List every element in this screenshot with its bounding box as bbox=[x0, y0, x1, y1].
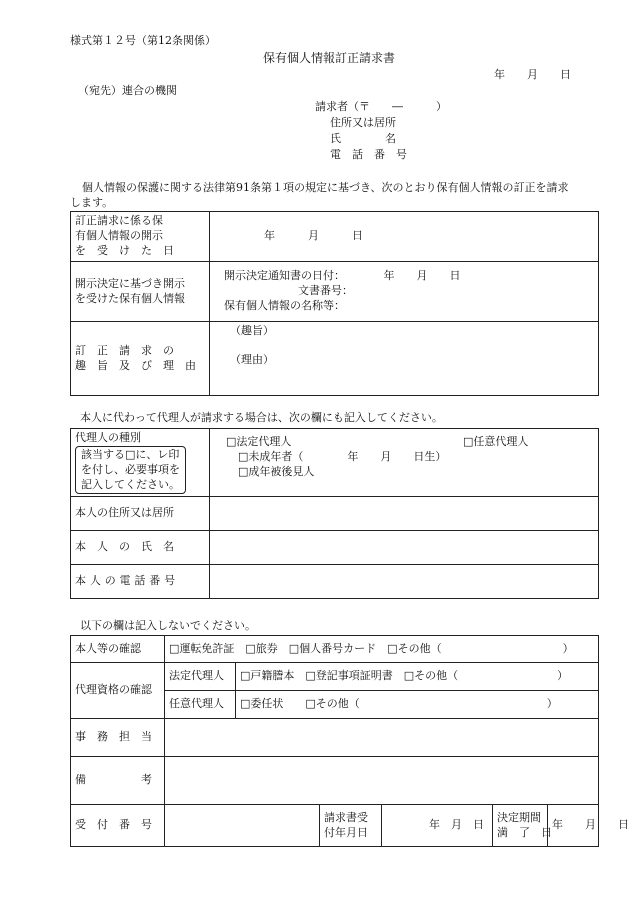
principal-name-field[interactable] bbox=[210, 531, 599, 565]
addressee: （宛先）連合の機関 bbox=[78, 84, 177, 97]
agent-note: 本人に代わって代理人が請求する場合は、次の欄にも記入してください。 bbox=[80, 411, 443, 424]
intro-line-2: します。 bbox=[70, 196, 114, 209]
agent-type-label bbox=[71, 429, 210, 497]
receipt-number-field[interactable] bbox=[165, 805, 320, 847]
office-table bbox=[70, 635, 629, 847]
agent-type-title: 代理人の種別 bbox=[75, 431, 141, 444]
label-line: 決定期間 bbox=[497, 810, 541, 824]
disclosed-info-label bbox=[71, 262, 210, 322]
identity-check-label: 本人等の確認 bbox=[71, 636, 165, 663]
label-line: を 受 け た 日 bbox=[75, 243, 174, 257]
purpose-reason-field[interactable] bbox=[210, 322, 599, 396]
voluntary-agent-label: 任意代理人 bbox=[165, 691, 236, 719]
correction-table bbox=[70, 211, 599, 396]
notice-date-line: 開示決定通知書の日付： 年 月 日 bbox=[224, 269, 461, 283]
principal-address-label: 本人の住所又は居所 bbox=[71, 497, 210, 531]
table-row bbox=[71, 429, 599, 497]
voluntary-agent-options[interactable]: □委任状 □その他（ ） bbox=[236, 691, 599, 719]
label-line: 付年月日 bbox=[324, 825, 368, 839]
table-row bbox=[71, 497, 599, 531]
label-line: 訂正請求に係る保 bbox=[75, 214, 163, 228]
principal-phone-field[interactable] bbox=[210, 565, 599, 599]
agent-table bbox=[70, 428, 599, 599]
requester-address-label: 住所又は居所 bbox=[330, 116, 396, 129]
label-line: 有個人情報の開示 bbox=[75, 229, 163, 243]
legal-agent-options[interactable]: □戸籍謄本 □登記事項証明書 □その他（ ） bbox=[236, 663, 599, 691]
disclosed-info-field[interactable] bbox=[210, 262, 599, 322]
remarks-label: 備 考 bbox=[71, 757, 165, 805]
label-line: 趣 旨 及 び 理 由 bbox=[75, 358, 196, 372]
table-row bbox=[71, 757, 599, 805]
date-line: 年 月 日 bbox=[494, 68, 571, 81]
received-date-label bbox=[320, 805, 382, 847]
adult-ward-checkbox[interactable]: □成年被後見人 bbox=[238, 464, 315, 478]
label-line: 訂 正 請 求 の bbox=[75, 343, 174, 357]
receipt-number-label: 受 付 番 号 bbox=[71, 805, 165, 847]
principal-name-label: 本 人 の 氏 名 bbox=[71, 531, 210, 565]
office-note: 以下の欄は記入しないでください。 bbox=[80, 619, 256, 632]
identity-options[interactable]: □運転免許証 □旅券 □個人番号カード □その他（ ） bbox=[165, 636, 599, 663]
principal-address-field[interactable] bbox=[210, 497, 599, 531]
requester-label: 請求者（〒 ― ） bbox=[315, 100, 447, 113]
minor-checkbox[interactable]: □未成年者（ 年 月 日生） bbox=[238, 449, 447, 463]
note-line: 記入してください。 bbox=[81, 477, 180, 491]
label-line: 開示決定に基づき開示 bbox=[75, 276, 185, 290]
form-number: 様式第１２号（第12条関係） bbox=[70, 34, 216, 47]
table-row bbox=[71, 663, 599, 691]
purpose-reason-label bbox=[71, 322, 210, 396]
page-title: 保有個人情報訂正請求書 bbox=[263, 51, 396, 65]
agent-type-note bbox=[75, 446, 186, 495]
received-date-value[interactable]: 年 月 日 bbox=[382, 805, 493, 847]
document-number-line: 文書番号： bbox=[298, 284, 353, 298]
principal-phone-label: 本人の電話番号 bbox=[71, 565, 210, 599]
label-line: 満 了 日 bbox=[497, 825, 552, 839]
label-line: を受けた保有個人情報 bbox=[75, 291, 185, 305]
deadline-label bbox=[493, 805, 552, 847]
clerk-field[interactable] bbox=[165, 719, 599, 757]
note-line: を付し、必要事項を bbox=[81, 462, 180, 476]
intro-line-1: 個人情報の保護に関する法律第91条第１項の規定に基づき、次のとおり保有個人情報の訂正を請求 bbox=[82, 181, 569, 194]
requester-phone-label: 電 話 番 号 bbox=[330, 148, 407, 161]
table-row bbox=[71, 262, 599, 322]
table-row bbox=[71, 322, 599, 396]
table-row bbox=[71, 531, 599, 565]
table-row bbox=[71, 636, 599, 663]
label-line: 請求書受 bbox=[324, 810, 368, 824]
purpose-label: （趣旨） bbox=[230, 324, 274, 337]
voluntary-agent-checkbox[interactable]: □任意代理人 bbox=[463, 435, 529, 448]
table-row bbox=[71, 805, 599, 847]
remarks-field[interactable] bbox=[165, 757, 599, 805]
note-line: 該当する□に、レ印 bbox=[81, 447, 180, 461]
legal-agent-label: 法定代理人 bbox=[165, 663, 236, 691]
reason-label: （理由） bbox=[230, 352, 274, 366]
table-row bbox=[71, 212, 599, 262]
disclosure-date-value: 年 月 日 bbox=[264, 229, 363, 243]
table-row bbox=[71, 719, 599, 757]
table-row bbox=[71, 565, 599, 599]
deadline-value[interactable]: 年 月 日 bbox=[548, 805, 599, 847]
disclosure-date-field[interactable] bbox=[210, 212, 599, 262]
legal-agent-checkbox[interactable]: □法定代理人 bbox=[226, 435, 292, 448]
info-name-line: 保有個人情報の名称等： bbox=[224, 298, 345, 312]
qualification-check-label: 代理資格の確認 bbox=[71, 663, 165, 719]
disclosure-date-label bbox=[71, 212, 210, 262]
agent-type-options bbox=[210, 429, 599, 497]
requester-name-label: 氏 名 bbox=[330, 132, 396, 145]
clerk-label: 事 務 担 当 bbox=[71, 719, 165, 757]
